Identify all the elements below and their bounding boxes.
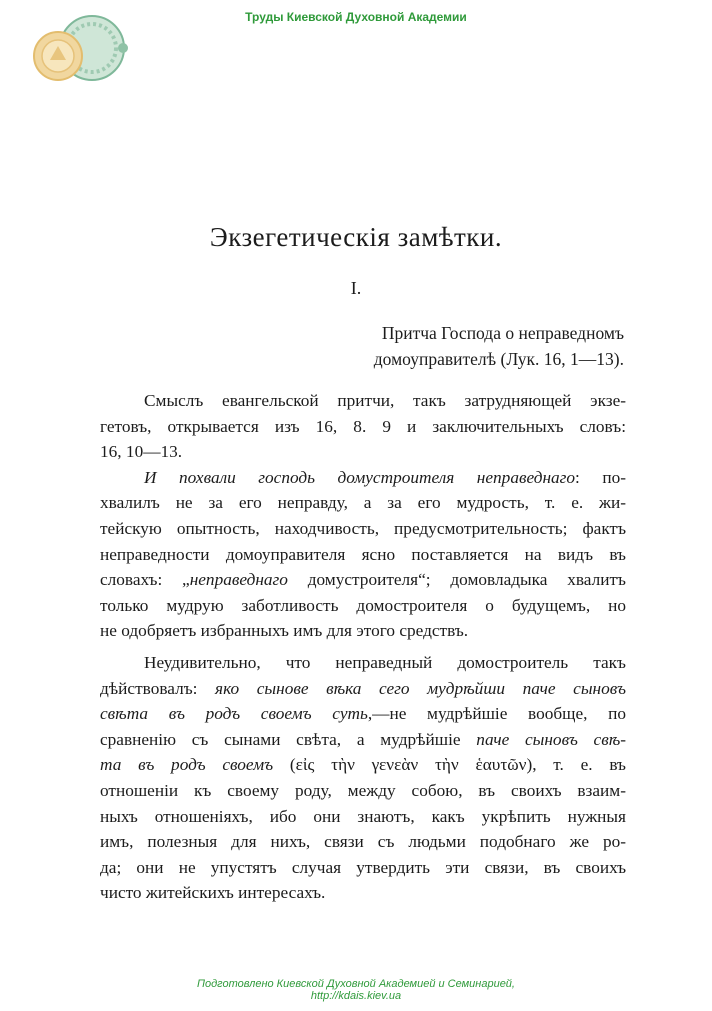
text-line: да; они не упустятъ случая утвердить эти связи, въ своихъ	[100, 857, 626, 877]
italic-quote: та въ родъ своемъ	[100, 755, 274, 775]
text-line: Смыслъ евангельской притчи, такъ затрудняющей экзе-	[144, 391, 626, 410]
text-line: хвалилъ не за его неправду, а за его мудрость, т. е. жи-	[100, 493, 626, 513]
footer-line: Подготовлено Киевской Духовной Академией и Семинарией,	[197, 978, 515, 990]
text-line: не одобряетъ избранныхъ имъ для этого средствъ.	[100, 621, 469, 641]
text-line: имъ, полезныя для нихъ, связи съ людьми подобнаго же ро-	[100, 832, 626, 852]
italic-quote: паче сыновъ свѣ-	[476, 729, 626, 749]
text-fragment: дѣйствовалъ:	[100, 678, 216, 698]
text-line	[100, 752, 626, 778]
text-line: Неудивительно, что неправедный домостроитель такъ	[144, 652, 626, 672]
italic-quote: И похвали господь домустроителя неправеднаго	[144, 467, 576, 487]
text-fragment: : по-	[575, 467, 626, 487]
section-number: I.	[350, 278, 362, 298]
header-title: Труды Киевской Духовной Академии	[245, 10, 467, 24]
italic-quote: свѣта въ родъ своемъ суть	[100, 704, 368, 724]
document-title: Экзегетическія замѣтки.	[209, 222, 503, 252]
text-line: 16, 10—13.	[100, 442, 183, 462]
text-fragment: ,—не мудрѣйшіе вообще, по	[367, 704, 626, 724]
text-line	[100, 701, 626, 727]
subtitle-line: Притча Господа о неправедномъ	[381, 323, 624, 343]
text-fragment: домустроителя“; домовладыка хвалитъ	[287, 570, 626, 590]
text-line: гетовъ, открывается изъ 16, 8. 9 и заключительныхъ словъ:	[100, 416, 626, 436]
text-line	[100, 676, 626, 702]
section-subtitle	[374, 320, 624, 372]
text-fragment: сравненію съ сынами свѣта, а мудрѣйшіе	[100, 729, 477, 749]
text-line: тейскую опытность, находчивость, предусмотрительность; фактъ	[100, 518, 626, 538]
text-line	[100, 727, 626, 753]
footer-credit	[0, 978, 712, 1002]
footer-link[interactable]: http://kdais.kiev.ua	[310, 990, 402, 1002]
text-fragment: (εἰς τὴν γενεὰν τὴν ἑαυτῶν), т. е. въ	[273, 755, 626, 775]
text-line	[100, 567, 626, 593]
text-fragment: словахъ: „	[100, 570, 190, 590]
body-text	[100, 388, 626, 906]
text-line: ныхъ отношеніяхъ, ибо они знаютъ, какъ укрѣпить нужныя	[100, 806, 626, 826]
text-line	[100, 465, 626, 491]
italic-quote: неправеднаго	[189, 570, 288, 590]
subtitle-line: домоуправителѣ (Лук. 16, 1—13).	[373, 349, 624, 369]
italic-quote: яко сынове вѣка сего мудрѣйши паче сыновъ	[215, 678, 627, 698]
text-line: только мудрую заботливость домостроителя о будущемъ, но	[100, 595, 626, 615]
text-line: неправедности домоуправителя ясно поставляется на видъ въ	[100, 544, 626, 564]
text-line: отношеніи къ своему роду, между собою, въ своихъ взаим-	[100, 780, 626, 800]
text-line: чисто житейскихъ интересахъ.	[100, 883, 326, 903]
